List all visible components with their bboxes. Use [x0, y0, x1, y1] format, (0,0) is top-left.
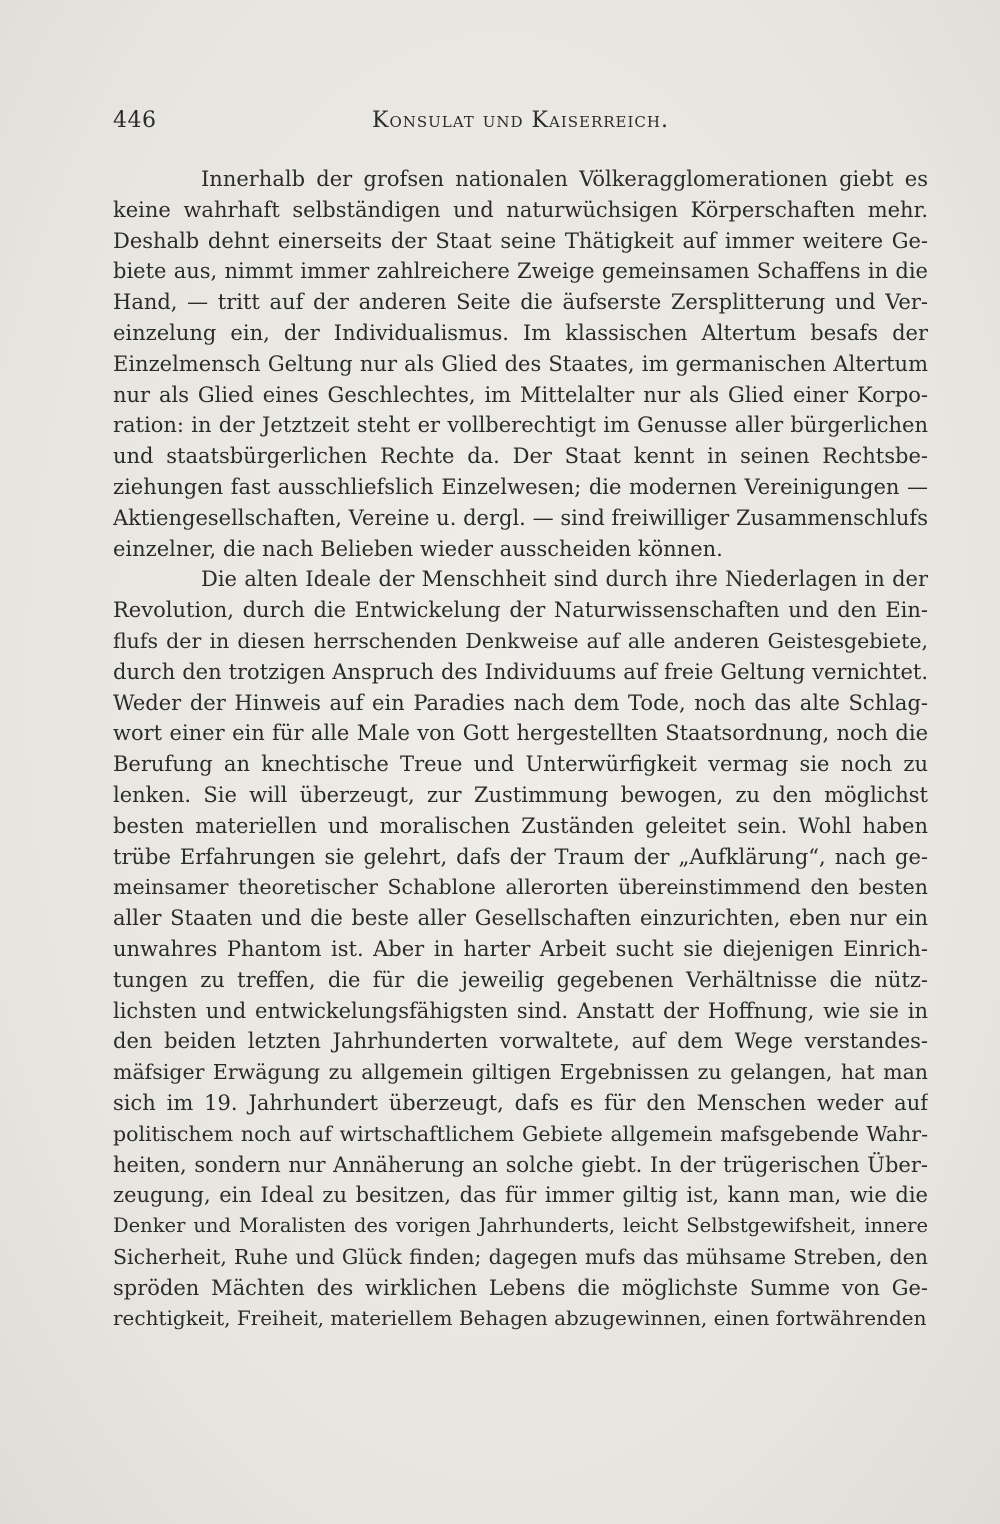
page-header	[113, 108, 928, 142]
text-line: besten materiellen und moralischen Zuständen geleitet sein. Wohl haben	[113, 813, 928, 838]
text-line: wort einer ein für alle Male von Gott hergestellten Staatsordnung, noch die	[113, 721, 928, 746]
text-line: Berufung an knechtische Treue und Unterwürfigkeit vermag sie noch zu	[113, 752, 928, 777]
text-line: ziehungen fast ausschliefslich Einzelwesen; die modernen Vereinigungen —	[113, 474, 928, 499]
text-line: keine wahrhaft selbständigen und naturwüchsigen Körperschaften mehr.	[113, 197, 928, 222]
text-line: mäfsiger Erwägung zu allgemein giltigen Ergebnissen zu gelangen, hat man	[113, 1060, 928, 1085]
text-line: politischem noch auf wirtschaftlichem Gebiete allgemein mafsgebende Wahr-	[113, 1121, 928, 1146]
text-line: Die alten Ideale der Menschheit sind durch ihre Niederlagen in der	[201, 567, 928, 592]
text-line: einzelner, die nach Belieben wieder ausscheiden können.	[113, 536, 723, 561]
paragraph-1	[113, 164, 928, 564]
text-line: heiten, sondern nur Annäherung an solche giebt. In der trügerischen Über-	[113, 1152, 928, 1177]
text-line: meinsamer theoretischer Schablone allerorten übereinstimmend den besten	[113, 875, 928, 900]
text-line: unwahres Phantom ist. Aber in harter Arbeit sucht sie diejenigen Einrich-	[113, 936, 928, 961]
text-line: tungen zu treffen, die für die jeweilig gegebenen Verhältnisse die nütz-	[113, 967, 928, 992]
text-line: biete aus, nimmt immer zahlreichere Zweige gemeinsamen Schaffens in die	[113, 259, 928, 284]
text-line: rechtigkeit, Freiheit, materiellem Behagen abzugewinnen, einen fortwährenden	[113, 1306, 927, 1331]
text-line: Revolution, durch die Entwickelung der Naturwissenschaften und den Ein-	[113, 598, 928, 623]
page-number: 446	[113, 108, 157, 133]
text-line: Aktiengesellschaften, Vereine u. dergl. — sind freiwilliger Zusammenschlufs	[113, 505, 928, 530]
text-line: lichsten und entwickelungsfähigsten sind. Anstatt der Hoffnung, wie sie in	[113, 998, 928, 1023]
text-line: zeugung, ein Ideal zu besitzen, das für immer giltig ist, kann man, wie die	[113, 1183, 928, 1208]
text-line: aller Staaten und die beste aller Gesellschaften einzurichten, eben nur ein	[113, 906, 928, 931]
text-line: Weder der Hinweis auf ein Paradies nach dem Tode, noch das alte Schlag-	[113, 690, 928, 715]
text-line: durch den trotzigen Anspruch des Individuums auf freie Geltung vernichtet.	[113, 659, 928, 684]
text-line: Sicherheit, Ruhe und Glück finden; dagegen mufs das mühsame Streben, den	[113, 1244, 928, 1269]
running-title: Konsulat und Kaiserreich.	[372, 108, 669, 133]
text-line: ration: in der Jetztzeit steht er vollberechtigt im Genusse aller bürgerlichen	[113, 413, 928, 438]
text-line: Einzelmensch Geltung nur als Glied des Staates, im germanischen Altertum	[113, 351, 928, 376]
text-line: lenken. Sie will überzeugt, zur Zustimmung bewogen, zu den möglichst	[113, 782, 928, 807]
text-line: einzelung ein, der Individualismus. Im klassischen Altertum besafs der	[113, 320, 928, 345]
paragraph-2	[113, 564, 928, 1334]
text-line: und staatsbürgerlichen Rechte da. Der Staat kennt in seinen Rechtsbe-	[113, 444, 928, 469]
text-line: trübe Erfahrungen sie gelehrt, dafs der Traum der „Aufklärung“, nach ge-	[113, 844, 928, 869]
text-line: sich im 19. Jahrhundert überzeugt, dafs es für den Menschen weder auf	[113, 1090, 928, 1115]
text-line: Innerhalb der grofsen nationalen Völkeragglomerationen giebt es	[201, 167, 928, 191]
text-line: Denker und Moralisten des vorigen Jahrhunderts, leicht Selbstgewifsheit, innere	[113, 1214, 928, 1238]
body-text	[113, 164, 928, 1334]
text-line: Hand, — tritt auf der anderen Seite die äufserste Zersplitterung und Ver-	[113, 290, 928, 315]
text-line: flufs der in diesen herrschenden Denkweise auf alle anderen Geistesgebiete,	[113, 628, 928, 653]
text-line: Deshalb dehnt einerseits der Staat seine Thätigkeit auf immer weitere Ge-	[113, 228, 928, 253]
text-line: nur als Glied eines Geschlechtes, im Mittelalter nur als Glied einer Korpo-	[113, 382, 928, 407]
text-line: den beiden letzten Jahrhunderten vorwaltete, auf dem Wege verstandes-	[113, 1029, 928, 1054]
text-line: spröden Mächten des wirklichen Lebens die möglichste Summe von Ge-	[113, 1275, 928, 1300]
